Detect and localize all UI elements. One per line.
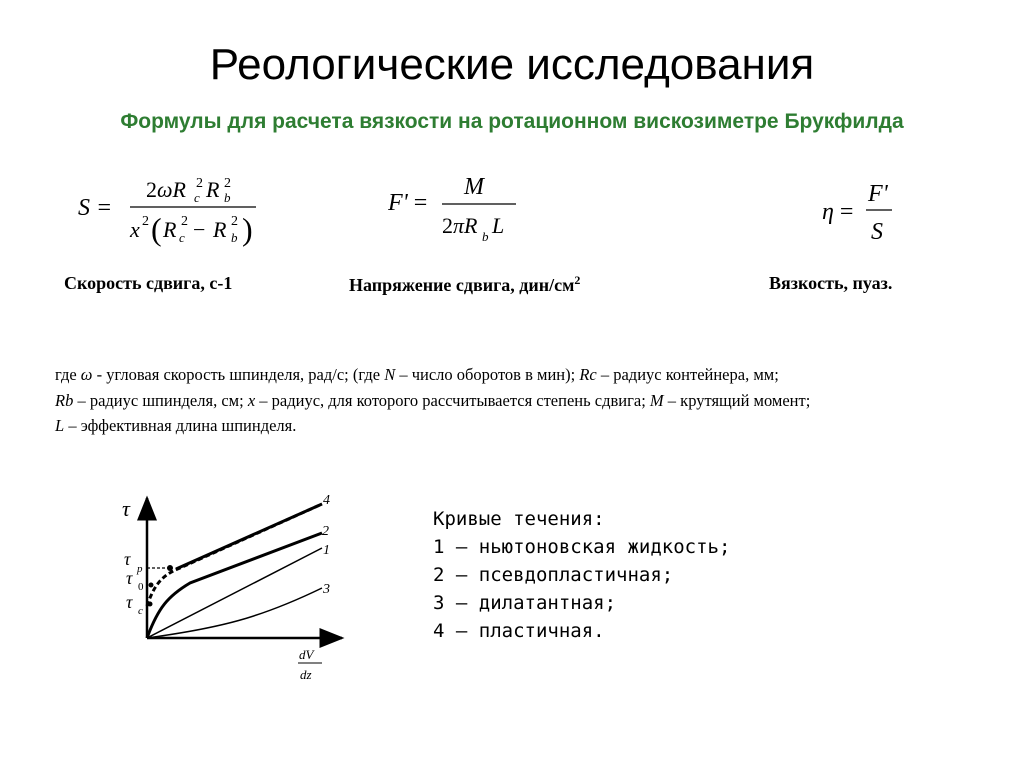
formula-shear-stress-denominator [442, 213, 504, 244]
curve-label-2: 2 [322, 524, 329, 539]
curve-label-1: 1 [323, 543, 330, 558]
desc-var-l: L [55, 416, 65, 435]
formula-shear-rate-numerator [146, 176, 231, 205]
desc-text: – радиус шпинделя, см; [73, 390, 248, 410]
caption-shear-stress [349, 273, 580, 296]
caption-viscosity: Вязкость, пуаз. [769, 273, 893, 293]
legend-item-2: 2 — псевдопластичная; [433, 564, 674, 586]
svg-text:L: L [492, 213, 505, 238]
svg-text:2: 2 [196, 176, 203, 191]
desc-var-m: M [649, 390, 664, 410]
formula-viscosity [822, 175, 902, 255]
y-axis-label: τ [122, 496, 130, 521]
formula-shear-stress-lhs: F' = [388, 190, 428, 216]
legend-item-1: 1 — ньютоновская жидкость; [433, 536, 731, 558]
y-tick-sub: c [138, 605, 143, 617]
y-tick-tau-c [126, 592, 143, 617]
y-tick-sub: 0 [138, 581, 144, 593]
svg-text:b: b [231, 230, 238, 245]
slide-title: Реологические исследования [209, 40, 815, 89]
legend-item-3: 3 — дилатантная; [433, 592, 617, 614]
formula-shear-stress [388, 170, 528, 250]
variable-description [55, 362, 995, 439]
svg-text:c: c [179, 230, 185, 245]
formula-viscosity-denominator: S [871, 219, 883, 245]
curve-label-4: 4 [323, 493, 330, 508]
flow-curves-legend [433, 505, 730, 645]
desc-var-rb: Rb [55, 390, 74, 410]
flow-curves-chart [110, 488, 360, 693]
svg-text:b: b [224, 190, 231, 205]
desc-text: - угловая скорость шпинделя, рад/с; (где [92, 365, 385, 384]
caption-shear-rate: Скорость сдвига, с-1 [64, 273, 233, 293]
caption-shear-stress-sup: 2 [574, 273, 581, 287]
yield-point-dot [148, 602, 153, 607]
y-tick-sub: p [137, 563, 143, 575]
desc-text: – радиус, для которого рассчитывается степень сдвига; [255, 390, 650, 410]
desc-text: – радиус контейнера, мм; [596, 365, 779, 384]
formula-shear-stress-numerator: M [464, 174, 484, 200]
desc-var-omega: ω [80, 365, 93, 384]
y-tick-main: τ [126, 568, 133, 588]
slide-subtitle: Формулы для расчета вязкости на ротационном вискозиметре Брукфилда [120, 110, 904, 133]
svg-text:2: 2 [181, 214, 188, 229]
svg-text:2: 2 [142, 214, 149, 229]
svg-text:2ωR: 2ωR [146, 177, 186, 202]
desc-text: – эффективная длина шпинделя. [64, 416, 297, 435]
curve-4-plastic [147, 504, 322, 606]
svg-text:b: b [482, 229, 489, 244]
svg-text:R: R [206, 177, 220, 202]
yield-point-dot [149, 583, 154, 588]
desc-text: где [55, 365, 81, 384]
svg-text:2: 2 [224, 176, 231, 191]
svg-text:c: c [194, 190, 200, 205]
legend-title: Кривые течения: [433, 508, 605, 530]
svg-text:(: ( [151, 211, 162, 247]
x-axis-label-denominator: dz [300, 667, 312, 682]
desc-text: – крутящий момент; [663, 390, 811, 410]
svg-text:2: 2 [231, 214, 238, 229]
svg-text:): ) [242, 211, 253, 247]
svg-text:x: x [130, 217, 140, 242]
caption-shear-stress-text: Напряжение сдвига, дин/см [349, 275, 575, 295]
formula-shear-rate-denominator [129, 211, 253, 247]
formula-viscosity-numerator: F' [868, 181, 888, 207]
y-tick-main: τ [124, 549, 131, 569]
formula-viscosity-lhs: η = [822, 199, 854, 225]
desc-var-n: N [384, 365, 396, 384]
desc-var-x: x [247, 390, 256, 410]
y-tick-main: τ [126, 592, 133, 612]
svg-text:2πR: 2πR [442, 213, 478, 238]
formula-shear-rate-lhs: S = [78, 195, 113, 221]
formula-shear-rate [78, 165, 278, 255]
x-axis-label-numerator: dV [299, 647, 314, 662]
desc-var-rc: Rc [579, 365, 597, 384]
curve-label-3: 3 [323, 582, 330, 597]
legend-item-4: 4 — пластичная. [433, 620, 605, 642]
svg-text:R: R [163, 217, 177, 242]
svg-text:−: − [193, 217, 206, 242]
yield-point-dot [167, 565, 173, 571]
desc-text: – число оборотов в мин); [395, 365, 580, 384]
svg-text:R: R [213, 217, 227, 242]
